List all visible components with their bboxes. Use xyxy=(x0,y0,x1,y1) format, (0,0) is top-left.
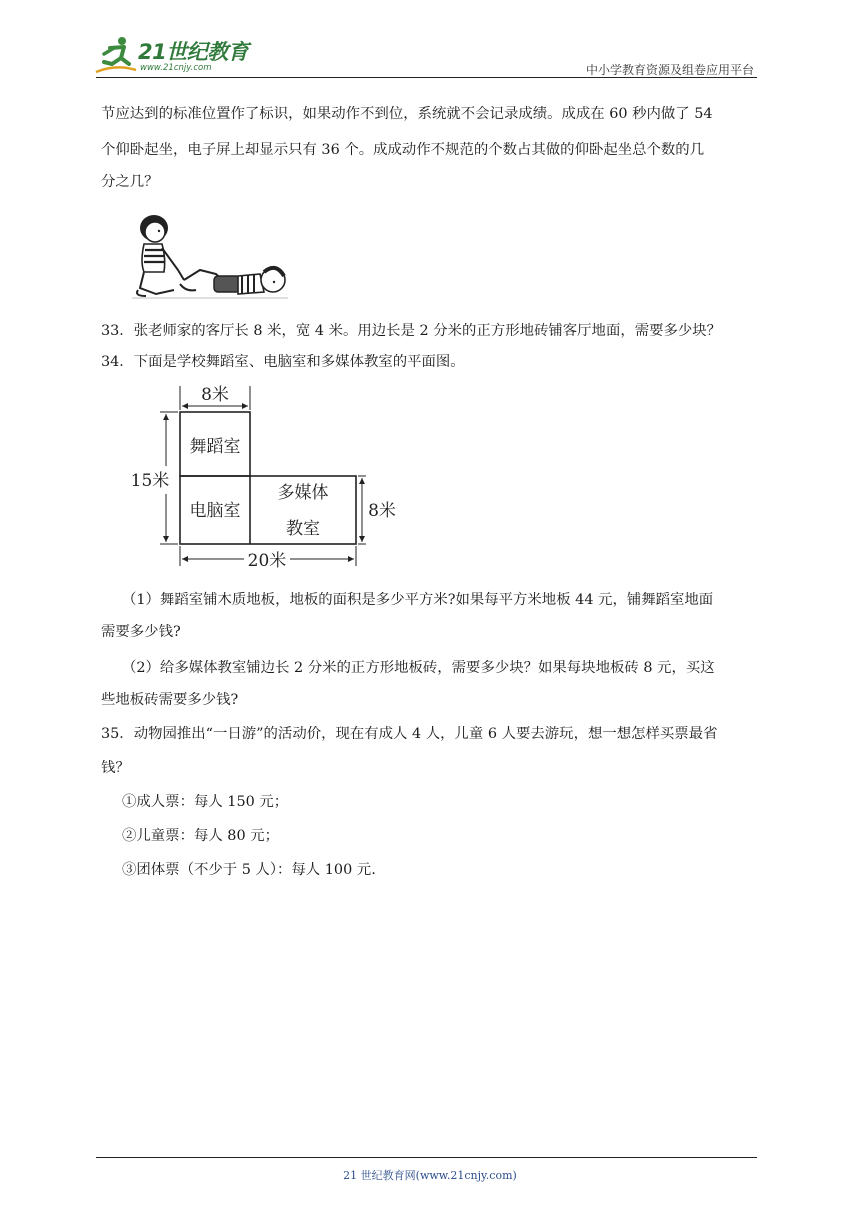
logo-text: 21世纪教育 xyxy=(138,40,249,64)
question-34: 34．下面是学校舞蹈室、电脑室和多媒体教室的平面图。 xyxy=(101,354,465,370)
top-width-label: 8米 xyxy=(201,385,229,405)
question-34-1-line-2: 需要多少钱? xyxy=(101,624,181,640)
computer-room-label: 电脑室 xyxy=(189,501,241,521)
multimedia-room-label-1: 多媒体 xyxy=(277,483,329,503)
ticket-option-group: ③团体票（不少于 5 人）：每人 100 元. xyxy=(122,862,376,878)
ticket-option-child: ②儿童票：每人 80 元； xyxy=(122,828,279,844)
situp-illustration xyxy=(130,210,290,302)
question-34-1-line-1: （1）舞蹈室铺木质地板，地板的面积是多少平方米?如果每平方米地板 44 元，铺舞蹈室地面 xyxy=(122,592,714,608)
site-logo xyxy=(94,34,264,78)
footer-divider xyxy=(96,1157,757,1158)
left-height-label: 15米 xyxy=(130,471,170,491)
header-divider xyxy=(96,77,757,78)
intro-line-2: 个仰卧起坐，电子屏上却显示只有 36 个。成成动作不规范的个数占其做的仰卧起坐总个数的几 xyxy=(101,142,705,158)
question-35-line-2: 钱？ xyxy=(101,760,130,776)
runner-logo-icon xyxy=(94,34,138,78)
intro-line-3: 分之几？ xyxy=(101,174,159,190)
intro-line-1: 节应达到的标准位置作了标识，如果动作不到位，系统就不会记录成绩。成成在 60 秒内做了 54 xyxy=(101,106,713,122)
question-33: 33．张老师家的客厅长 8 米，宽 4 米。用边长是 2 分米的正方形地砖铺客厅地面，需要多少块？ xyxy=(101,323,722,339)
question-35-line-1: 35．动物园推出“一日游”的活动价，现在有成人 4 人，儿童 6 人要去游玩，想一想怎样买票最省 xyxy=(101,726,718,742)
footer-site-link[interactable]: 21 世纪教育网(www.21cnjy.com) xyxy=(343,1169,517,1182)
right-height-label: 8米 xyxy=(368,501,396,521)
question-34-2-line-2: 些地板砖需要多少钱? xyxy=(101,692,239,708)
question-34-2-line-1: （2）给多媒体教室铺边长 2 分米的正方形地板砖，需要多少块？如果每块地板砖 8 元，买这 xyxy=(122,660,715,676)
multimedia-room-label-2: 教室 xyxy=(286,519,320,539)
ticket-option-adult: ①成人票：每人 150 元； xyxy=(122,794,289,810)
header-platform-name: 中小学教育资源及组卷应用平台 xyxy=(585,63,754,77)
bottom-width-label: 20米 xyxy=(247,551,287,571)
logo-url: www.21cnjy.com xyxy=(140,63,212,73)
floor-plan-diagram xyxy=(122,380,402,576)
dance-room-label: 舞蹈室 xyxy=(189,437,241,457)
